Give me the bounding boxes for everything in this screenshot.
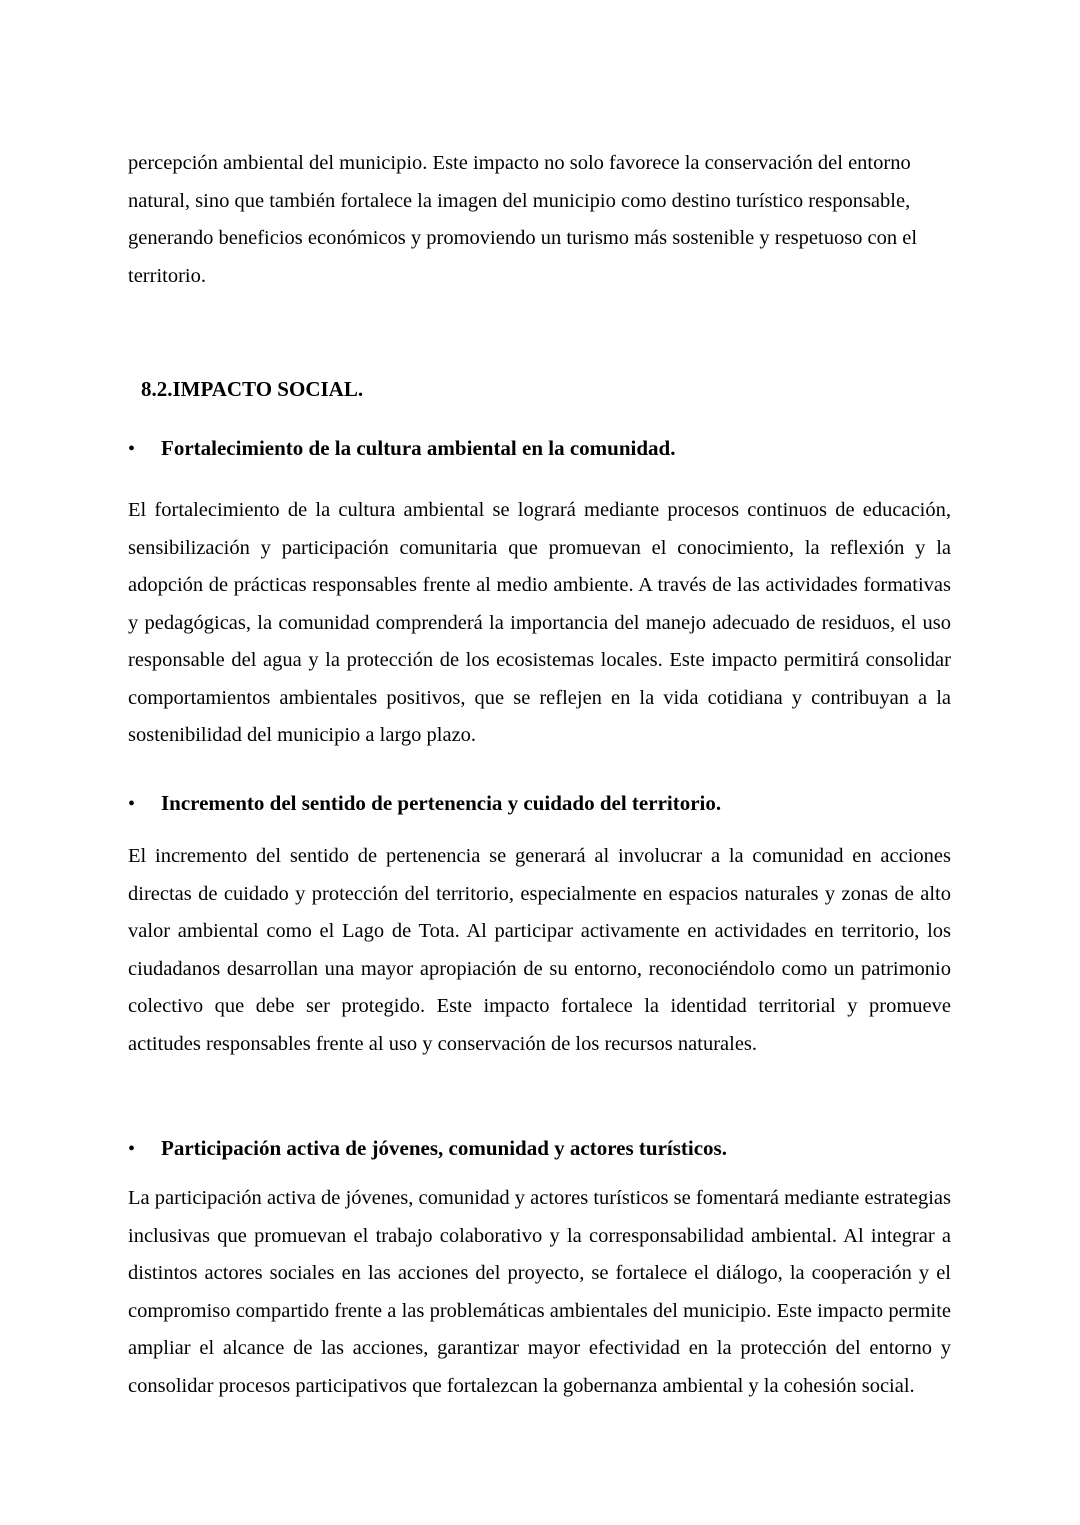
section-heading: 8.2.IMPACTO SOCIAL. (141, 377, 364, 401)
bullet-icon: • (128, 438, 136, 460)
bullet-item-cultura-ambiental (128, 431, 951, 466)
bullet-item-sentido-pertenencia (128, 786, 951, 821)
paragraph-sentido-pertenencia: El incremento del sentido de pertenencia se generará al involucrar a la comunidad en acciones directas de cuidado y protección del territorio, especialmente en espacios naturales y zonas de alto valor ambiental como el Lago de Tota. Al participar activamente en actividades en territorio, los ciudadanos desarrollan una mayor apropiación de su entorno, reconociéndolo como un patrimonio colectivo que debe ser protegido. Este impacto fortalece la identidad territorial y promueve actitudes responsables frente al uso y conservación de los recursos naturales. (128, 845, 951, 1055)
bullet-icon: • (128, 1138, 136, 1160)
paragraph-cultura-ambiental: El fortalecimiento de la cultura ambiental se logrará mediante procesos continuos de educación, sensibilización y participación comunitaria que promuevan el conocimiento, la reflexión y la adopción de prácticas responsables frente al medio ambiente. A través de las actividades formativas y pedagógicas, la comunidad comprenderá la importancia del manejo adecuado de residuos, el uso responsable del agua y la protección de los ecosistemas locales. Este impacto permitirá consolidar comportamientos ambientales positivos, que se reflejen en la vida cotidiana y contribuyan a la sostenibilidad del municipio a largo plazo. (128, 499, 951, 746)
intro-paragraph: percepción ambiental del municipio. Este impacto no solo favorece la conservación del entorno natural, sino que también fortalece la imagen del municipio como destino turístico responsable, generando beneficios económicos y promoviendo un turismo más sostenible y respetuoso con el territorio. (128, 152, 918, 287)
bullet-title: Fortalecimiento de la cultura ambiental en la comunidad. (161, 436, 676, 460)
bullet-title: Incremento del sentido de pertenencia y cuidado del territorio. (161, 791, 722, 815)
paragraph-participacion-activa: La participación activa de jóvenes, comunidad y actores turísticos se fomentará mediante estrategias inclusivas que promuevan el trabajo colaborativo y la corresponsabilidad ambiental. Al integrar a distintos actores sociales en las acciones del proyecto, se fortalece el diálogo, la cooperación y el compromiso compartido frente a las problemáticas ambientales del municipio. Este impacto permite ampliar el alcance de las acciones, garantizar mayor efectividad en la protección del entorno y consolidar procesos participativos que fortalezcan la gobernanza ambiental y la cohesión social. (128, 1187, 951, 1397)
bullet-item-participacion-activa (128, 1131, 951, 1166)
bullet-icon: • (128, 793, 136, 815)
bullet-title: Participación activa de jóvenes, comunidad y actores turísticos. (161, 1136, 727, 1160)
